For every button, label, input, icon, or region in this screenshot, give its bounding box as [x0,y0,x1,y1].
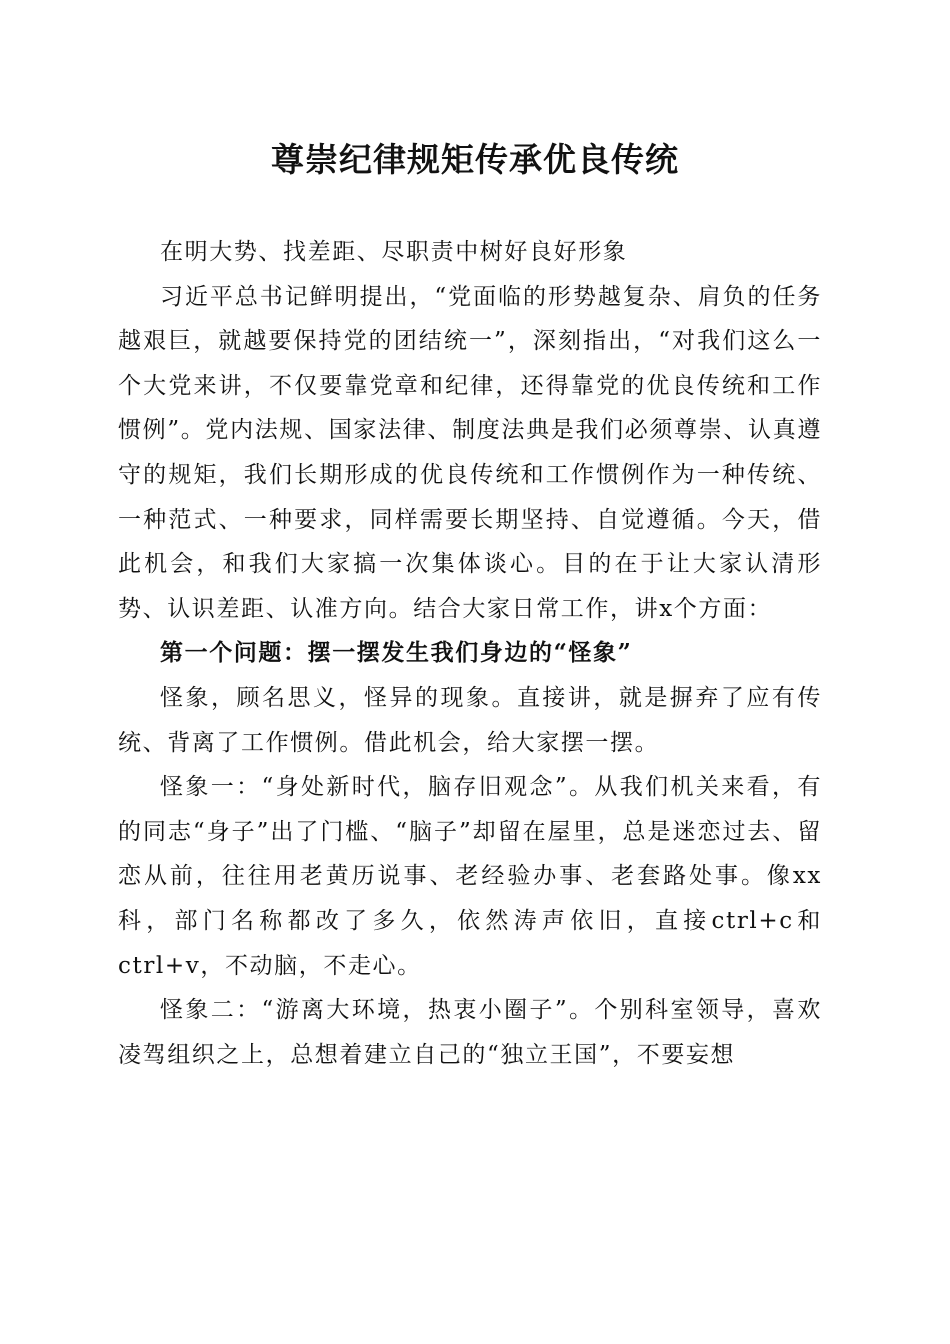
document-title: 尊崇纪律规矩传承优良传统 [271,140,679,179]
intro-paragraph: 习近平总书记鲜明提出，“党面临的形势越复杂、肩负的任务越艰巨，就越要保持党的团结统一”，深刻指出，“对我们这么一个大党来讲，不仅要靠党章和纪律，还得靠党的优良传统和工作惯例”。党内法规、国家法律、制度法典是我们必须尊崇、认真遵守的规矩，我们长期形成的优良传统和工作惯例作为一种传统、一种范式、一种要求，同样需要长期坚持、自觉遵循。今天，借此机会，和我们大家搞一次集体谈心。目的在于让大家认清形势、认识差距、认准方向。结合大家日常工作，讲x个方面： [118,283,822,622]
section-heading: 第一个问题：摆一摆发生我们身边的“怪象” [160,639,633,667]
subtitle-paragraph: 在明大势、找差距、尽职责中树好良好形象 [160,239,628,265]
document-body [118,230,822,1077]
phenomenon-one-paragraph: 怪象一：“身处新时代，脑存旧观念”。从我们机关来看，有的同志“身子”出了门槛、“脑子”却留在屋里，总是迷恋过去、留恋从前，往往用老黄历说事、老经验办事、老套路处事。像xx科，部门名称都改了多久，依然涛声依旧，直接ctrl+c和ctrl+v，不动脑，不走心。 [118,774,822,979]
definition-paragraph: 怪象，顾名思义，怪异的现象。直接讲，就是摒弃了应有传统、背离了工作惯例。借此机会，给大家摆一摆。 [118,684,822,756]
phenomenon-two-paragraph: 怪象二：“游离大环境，热衷小圈子”。个别科室领导，喜欢凌驾组织之上，总想着建立自己的“独立王国”，不要妄想 [118,997,822,1068]
